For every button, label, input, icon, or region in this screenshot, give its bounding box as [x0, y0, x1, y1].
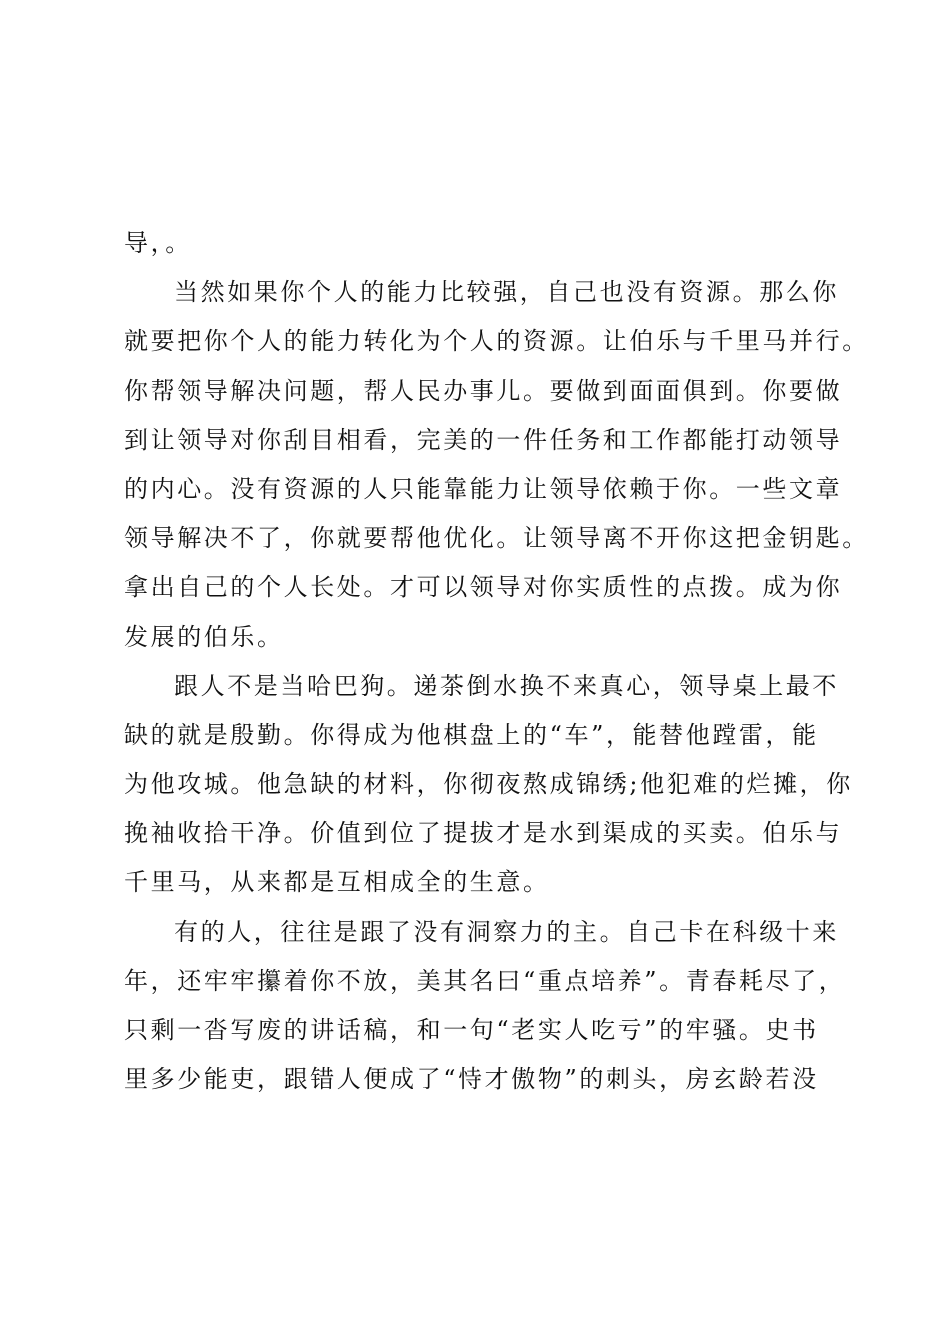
text-line: 缺的就是殷勤。你得成为他棋盘上的“车”，能替他蹚雷，能 [124, 720, 819, 749]
text-line: 你帮领导解决问题，帮人民办事儿。要做到面面俱到。你要做 [124, 376, 843, 405]
text-line: 发展的伯乐。 [124, 622, 284, 651]
text-line: 就要把你个人的能力转化为个人的资源。让伯乐与千里马并行。 [124, 327, 869, 356]
text-line: 只剩一沓写废的讲话稿，和一句“老实人吃亏”的牢骚。史书 [124, 1016, 819, 1044]
paragraph-wrong-leader [124, 908, 846, 1105]
text-line: 千里马，从来都是互相成全的生意。 [124, 868, 550, 897]
text-line: 跟人不是当哈巴狗。递茶倒水换不来真心，领导桌上最不 [174, 671, 839, 700]
text-line: 领导解决不了，你就要帮他优化。让领导离不开你这把金钥匙。 [124, 524, 869, 553]
text-line: 当然如果你个人的能力比较强，自己也没有资源。那么你 [174, 278, 839, 307]
text-line: 有的人，往往是跟了没有洞察力的主。自己卡在科级十来 [174, 917, 839, 946]
text-line: 到让领导对你刮目相看，完美的一件任务和工作都能打动领导 [124, 425, 843, 454]
text-line: 导，。 [124, 229, 192, 257]
paragraph-continuation [124, 219, 824, 268]
text-line: 的内心。没有资源的人只能靠能力让领导依赖于你。一些文章 [124, 474, 843, 503]
document-body [124, 219, 869, 1104]
text-line: 拿出自己的个人长处。才可以领导对你实质性的点拨。成为你 [124, 573, 843, 602]
text-line: 为他攻城。他急缺的材料，你彻夜熬成锦绣;他犯难的烂摊，你 [124, 770, 853, 799]
paragraph-ability-resources [124, 268, 869, 662]
text-line: 挽袖收拾干净。价值到位了提拔才是水到渠成的买卖。伯乐与 [124, 819, 843, 848]
paragraph-value [124, 662, 853, 908]
text-line: 里多少能吏，跟错人便成了“恃才傲物”的刺头，房玄龄若没 [124, 1065, 819, 1094]
text-line: 年，还牢牢攥着你不放，美其名曰“重点培养”。青春耗尽了， [124, 966, 846, 995]
